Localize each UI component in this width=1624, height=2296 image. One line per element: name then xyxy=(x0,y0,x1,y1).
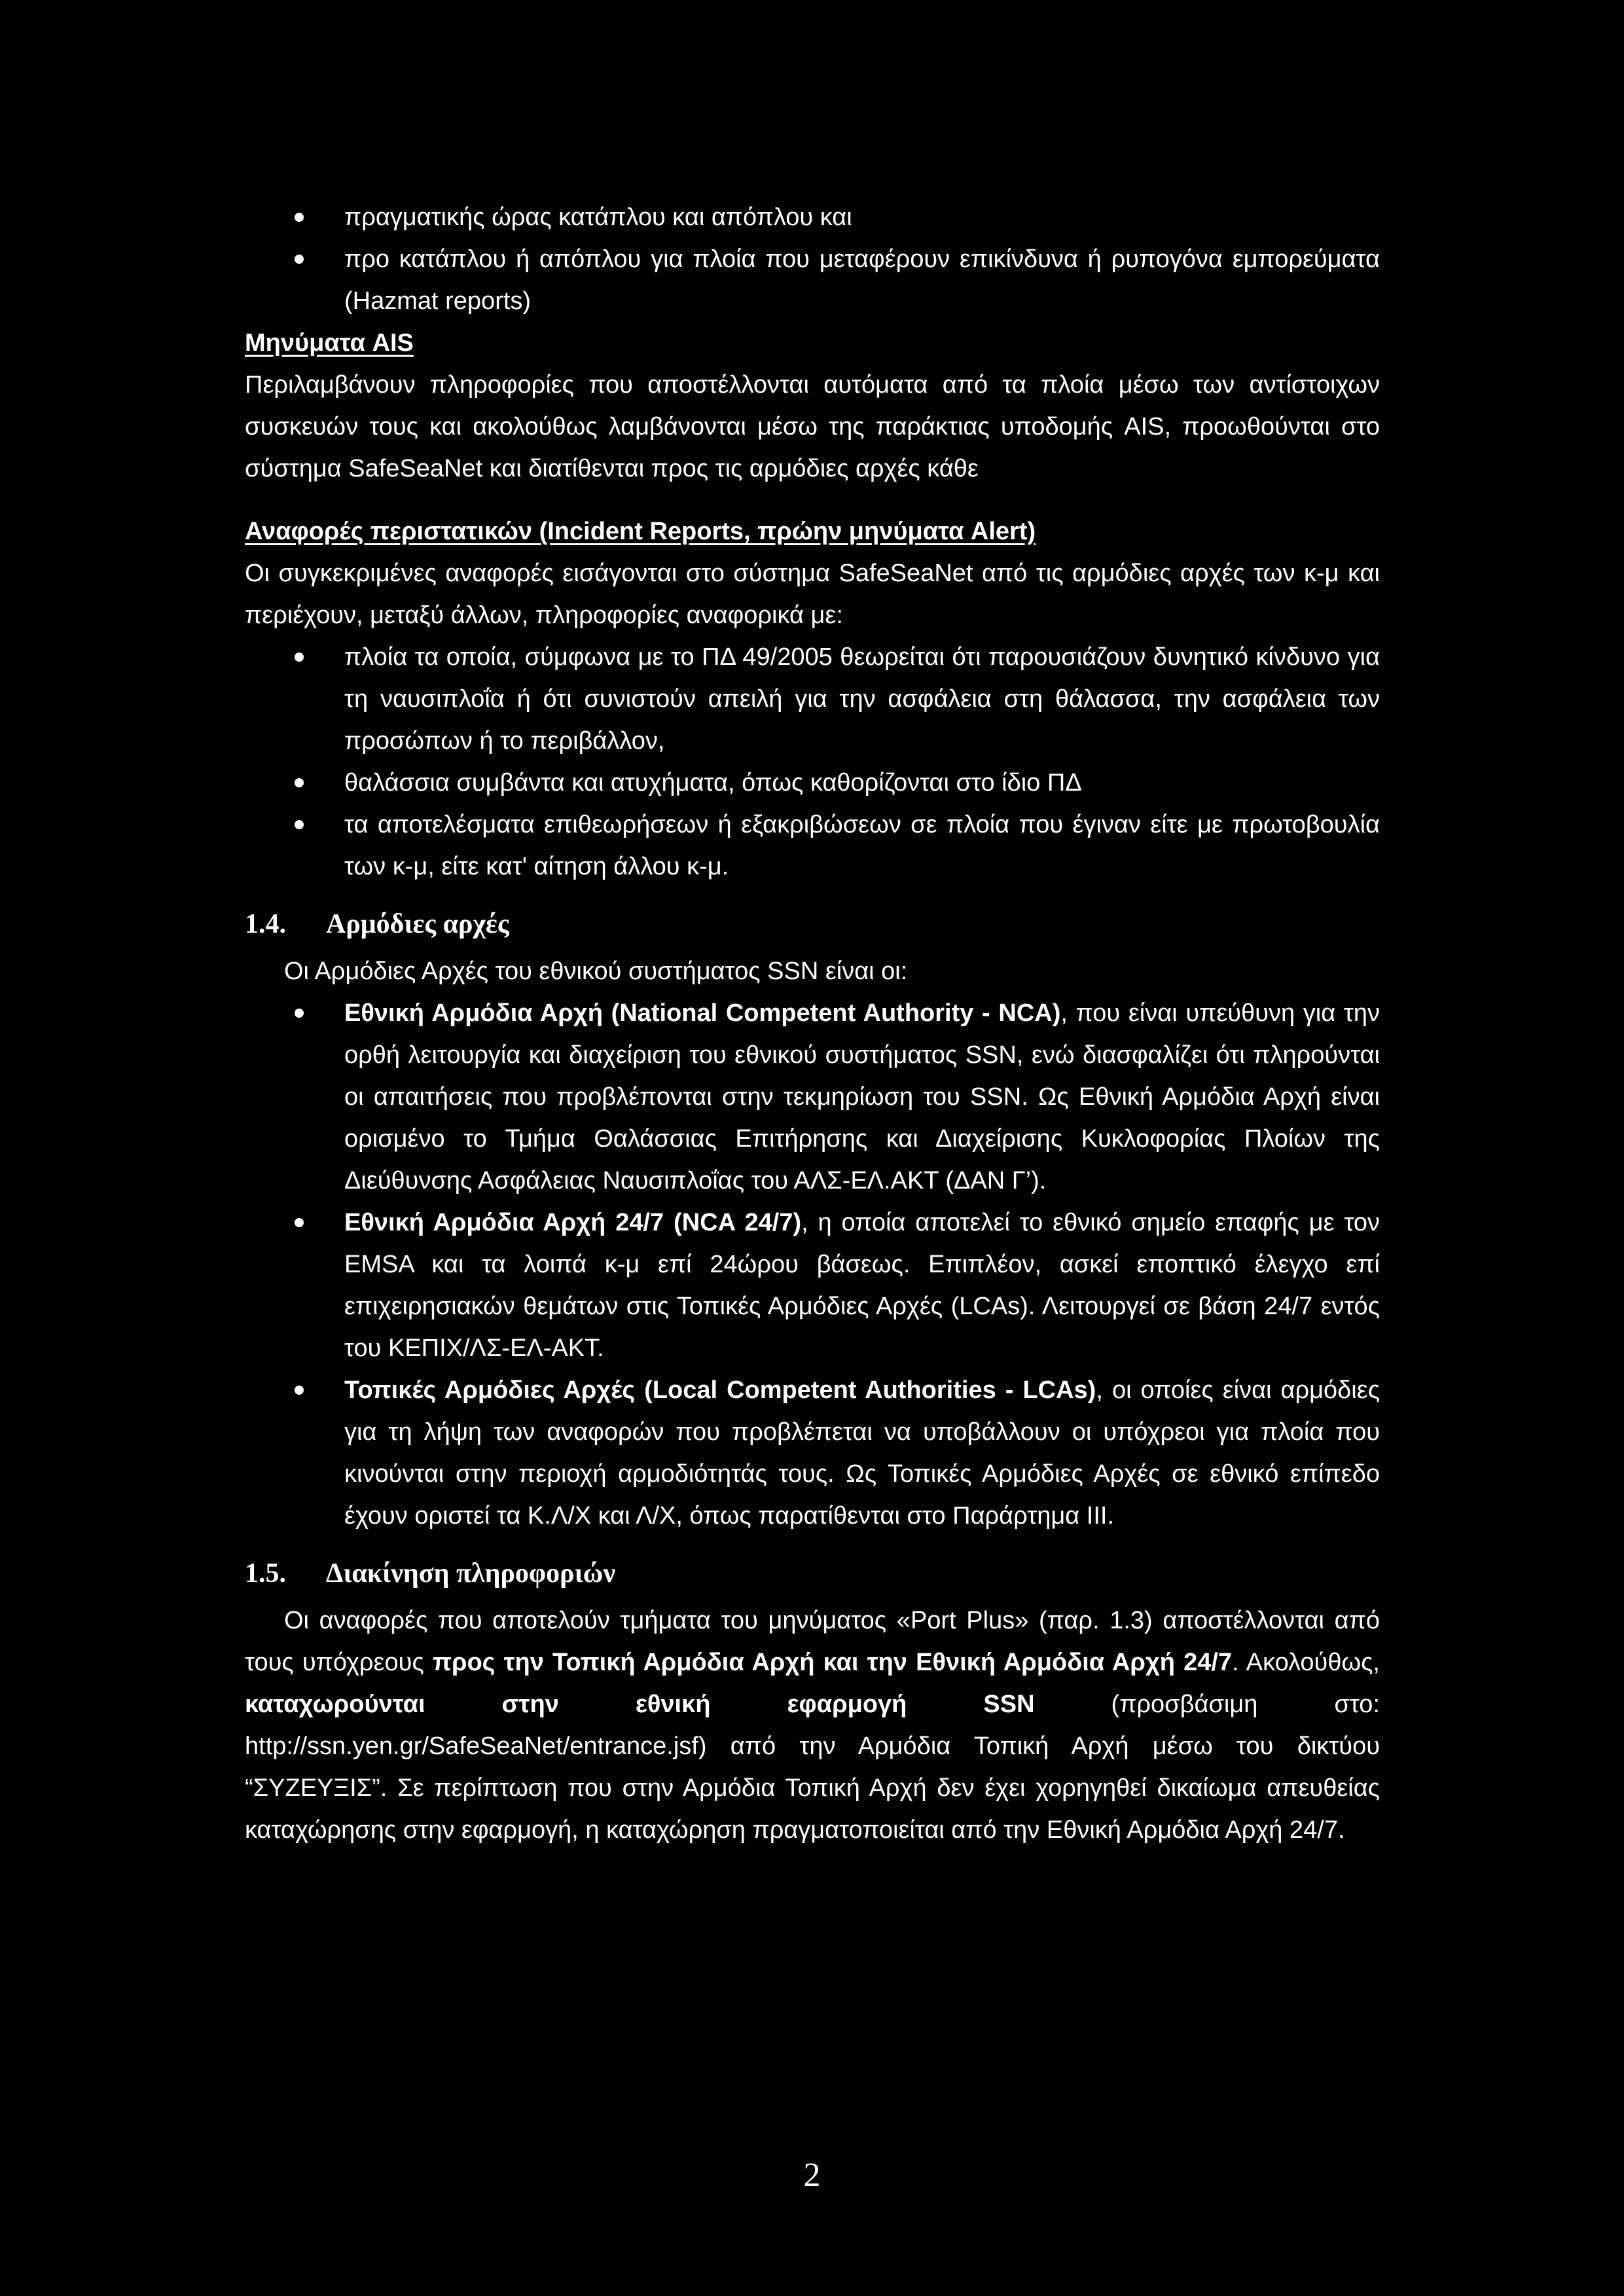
section-number: 1.4. xyxy=(245,909,286,939)
bullet-icon xyxy=(295,653,304,662)
bullet-icon xyxy=(295,1218,304,1227)
intro-bullet-list xyxy=(245,196,1380,322)
authorities-list xyxy=(245,992,1380,1537)
incident-bullet-list xyxy=(245,636,1380,888)
list-item: προ κατάπλου ή απόπλου για πλοία που μεταφέρουν επικίνδυνα ή ρυπογόνα εμπορεύματα (Hazmat reports) xyxy=(245,238,1380,322)
bullet-icon xyxy=(295,1009,304,1018)
bullet-icon xyxy=(295,778,304,787)
authority-description: , που είναι υπεύθυνη για την ορθή λειτουργία και διαχείριση του εθνικού συστήματος SSN, ενώ διασφαλίζει ότι πληρούνται οι απαιτήσεις που προβλέπονται στην τεκμηρίωση του SSN. Ως Εθνική Αρμόδια Αρχή είναι ορισμένο το Τμήμα Θαλάσσιας Επιτήρησης και Διαχείρισης Κυκλοφορίας Πλοίων της Διεύθυνσης Ασφάλειας Ναυσιπλοΐας του ΑΛΣ-ΕΛ.ΑΚΤ (ΔΑΝ Γ’). xyxy=(344,999,1380,1194)
ais-paragraph: Περιλαμβάνουν πληροφορίες που αποστέλλονται αυτόματα από τα πλοία μέσω των αντίστοιχων συσκευών τους και ακολούθως λαμβάνονται μέσω της παράκτιας υποδομής AIS, προωθούνται στο σύστημα SafeSeaNet και διατίθενται προς τις αρμόδιες αρχές κάθε xyxy=(245,371,1380,482)
authority-name: Τοπικές Αρμόδιες Αρχές (Local Competent Authorities - LCAs) xyxy=(344,1376,1096,1404)
bullet-icon xyxy=(295,255,304,264)
page-content xyxy=(245,196,1380,1851)
list-item: θαλάσσια συμβάντα και ατυχήματα, όπως καθορίζονται στο ίδιο ΠΔ xyxy=(245,762,1380,804)
incident-paragraph: Οι συγκεκριμένες αναφορές εισάγονται στο σύστημα SafeSeaNet από τις αρμόδιες αρχές των κ-μ και περιέχουν, μεταξύ άλλων, πληροφορίες αναφορικά με: xyxy=(245,560,1380,629)
information-flow-paragraph: Οι αναφορές που αποτελούν τμήματα του μηνύματος «Port Plus» (παρ. 1.3) αποστέλλονται από τους υπόχρεους προς την Τοπική Αρμόδια Αρχή και την Εθνική Αρμόδια Αρχή 24/7. Ακολούθως, καταχωρούνται στην εθνική εφαρμογή SSN (προσβάσιμη στο: http://ssn.yen.gr/SafeSeaNet/entrance.jsf) από την Αρμόδια Τοπική Αρχή μέσω του δικτύου “ΣΥΖΕΥΞΙΣ”. Σε περίπτωση που στην Αρμόδια Τοπική Αρχή δεν έχει χορηγηθεί δικαίωμα απευθείας καταχώρησης στην εφαρμογή, η καταχώρηση πραγματοποιείται από την Εθνική Αρμόδια Αρχή 24/7. xyxy=(245,1607,1380,1844)
list-item xyxy=(245,1369,1380,1537)
section-heading: Διακίνηση πληροφοριών xyxy=(326,1558,616,1588)
section-1-4-title xyxy=(245,903,1380,945)
authority-description: , οι οποίες είναι αρμόδιες για τη λήψη των αναφορών που προβλέπεται να υποβάλλουν οι υπόχρεοι για πλοία που κινούνται στην περιοχή αρμοδιότητάς τους. Ως Τοπικές Αρμόδιες Αρχές σε εθνικό επίπεδο έχουν οριστεί τα Κ.Λ/Χ και Λ/Χ, όπως παρατίθενται στο Παράρτημα ΙΙΙ. xyxy=(344,1376,1380,1530)
authority-name: Εθνική Αρμόδια Αρχή 24/7 (NCA 24/7) xyxy=(344,1209,802,1236)
incident-heading: Αναφορές περιστατικών (Incident Reports, πρώην μηνύματα Alert) xyxy=(245,518,1036,545)
section-heading: Αρμόδιες αρχές xyxy=(326,909,509,939)
bullet-icon xyxy=(295,820,304,829)
authority-description: , η οποία αποτελεί το εθνικό σημείο επαφής με τον EMSA και τα λοιπά κ-μ επί 24ώρου βάσεως. Επιπλέον, ασκεί εποπτικό έλεγχο επί επιχειρησιακών θεμάτων στις Τοπικές Αρμόδιες Αρχές (LCAs). Λειτουργεί σε βάση 24/7 εντός του ΚΕΠΙΧ/ΛΣ-ΕΛ-ΑΚΤ. xyxy=(344,1209,1380,1362)
list-item: πραγματικής ώρας κατάπλου και απόπλου και xyxy=(245,196,1380,238)
authority-name: Εθνική Αρμόδια Αρχή (National Competent Authority - NCA) xyxy=(344,999,1061,1027)
bullet-icon xyxy=(295,1386,304,1395)
section-number: 1.5. xyxy=(245,1558,286,1588)
list-item xyxy=(245,992,1380,1202)
ais-heading: Μηνύματα AIS xyxy=(245,329,414,357)
page-number: 2 xyxy=(803,2157,821,2194)
list-item: τα αποτελέσματα επιθεωρήσεων ή εξακριβώσεων σε πλοία που έγιναν είτε με πρωτοβουλία των κ-μ, είτε κατ' αίτηση άλλου κ-μ. xyxy=(245,804,1380,888)
section-1-5-title xyxy=(245,1552,1380,1594)
list-item xyxy=(245,1202,1380,1369)
authorities-intro: Οι Αρμόδιες Αρχές του εθνικού συστήματος SSN είναι οι: xyxy=(284,958,908,985)
list-item: πλοία τα οποία, σύμφωνα με το ΠΔ 49/2005 θεωρείται ότι παρουσιάζουν δυνητικό κίνδυνο για τη ναυσιπλοΐα ή ότι συνιστούν απειλή για την ασφάλεια στη θάλασσα, την ασφάλεια των προσώπων ή το περιβάλλον, xyxy=(245,636,1380,762)
bullet-icon xyxy=(295,213,304,222)
